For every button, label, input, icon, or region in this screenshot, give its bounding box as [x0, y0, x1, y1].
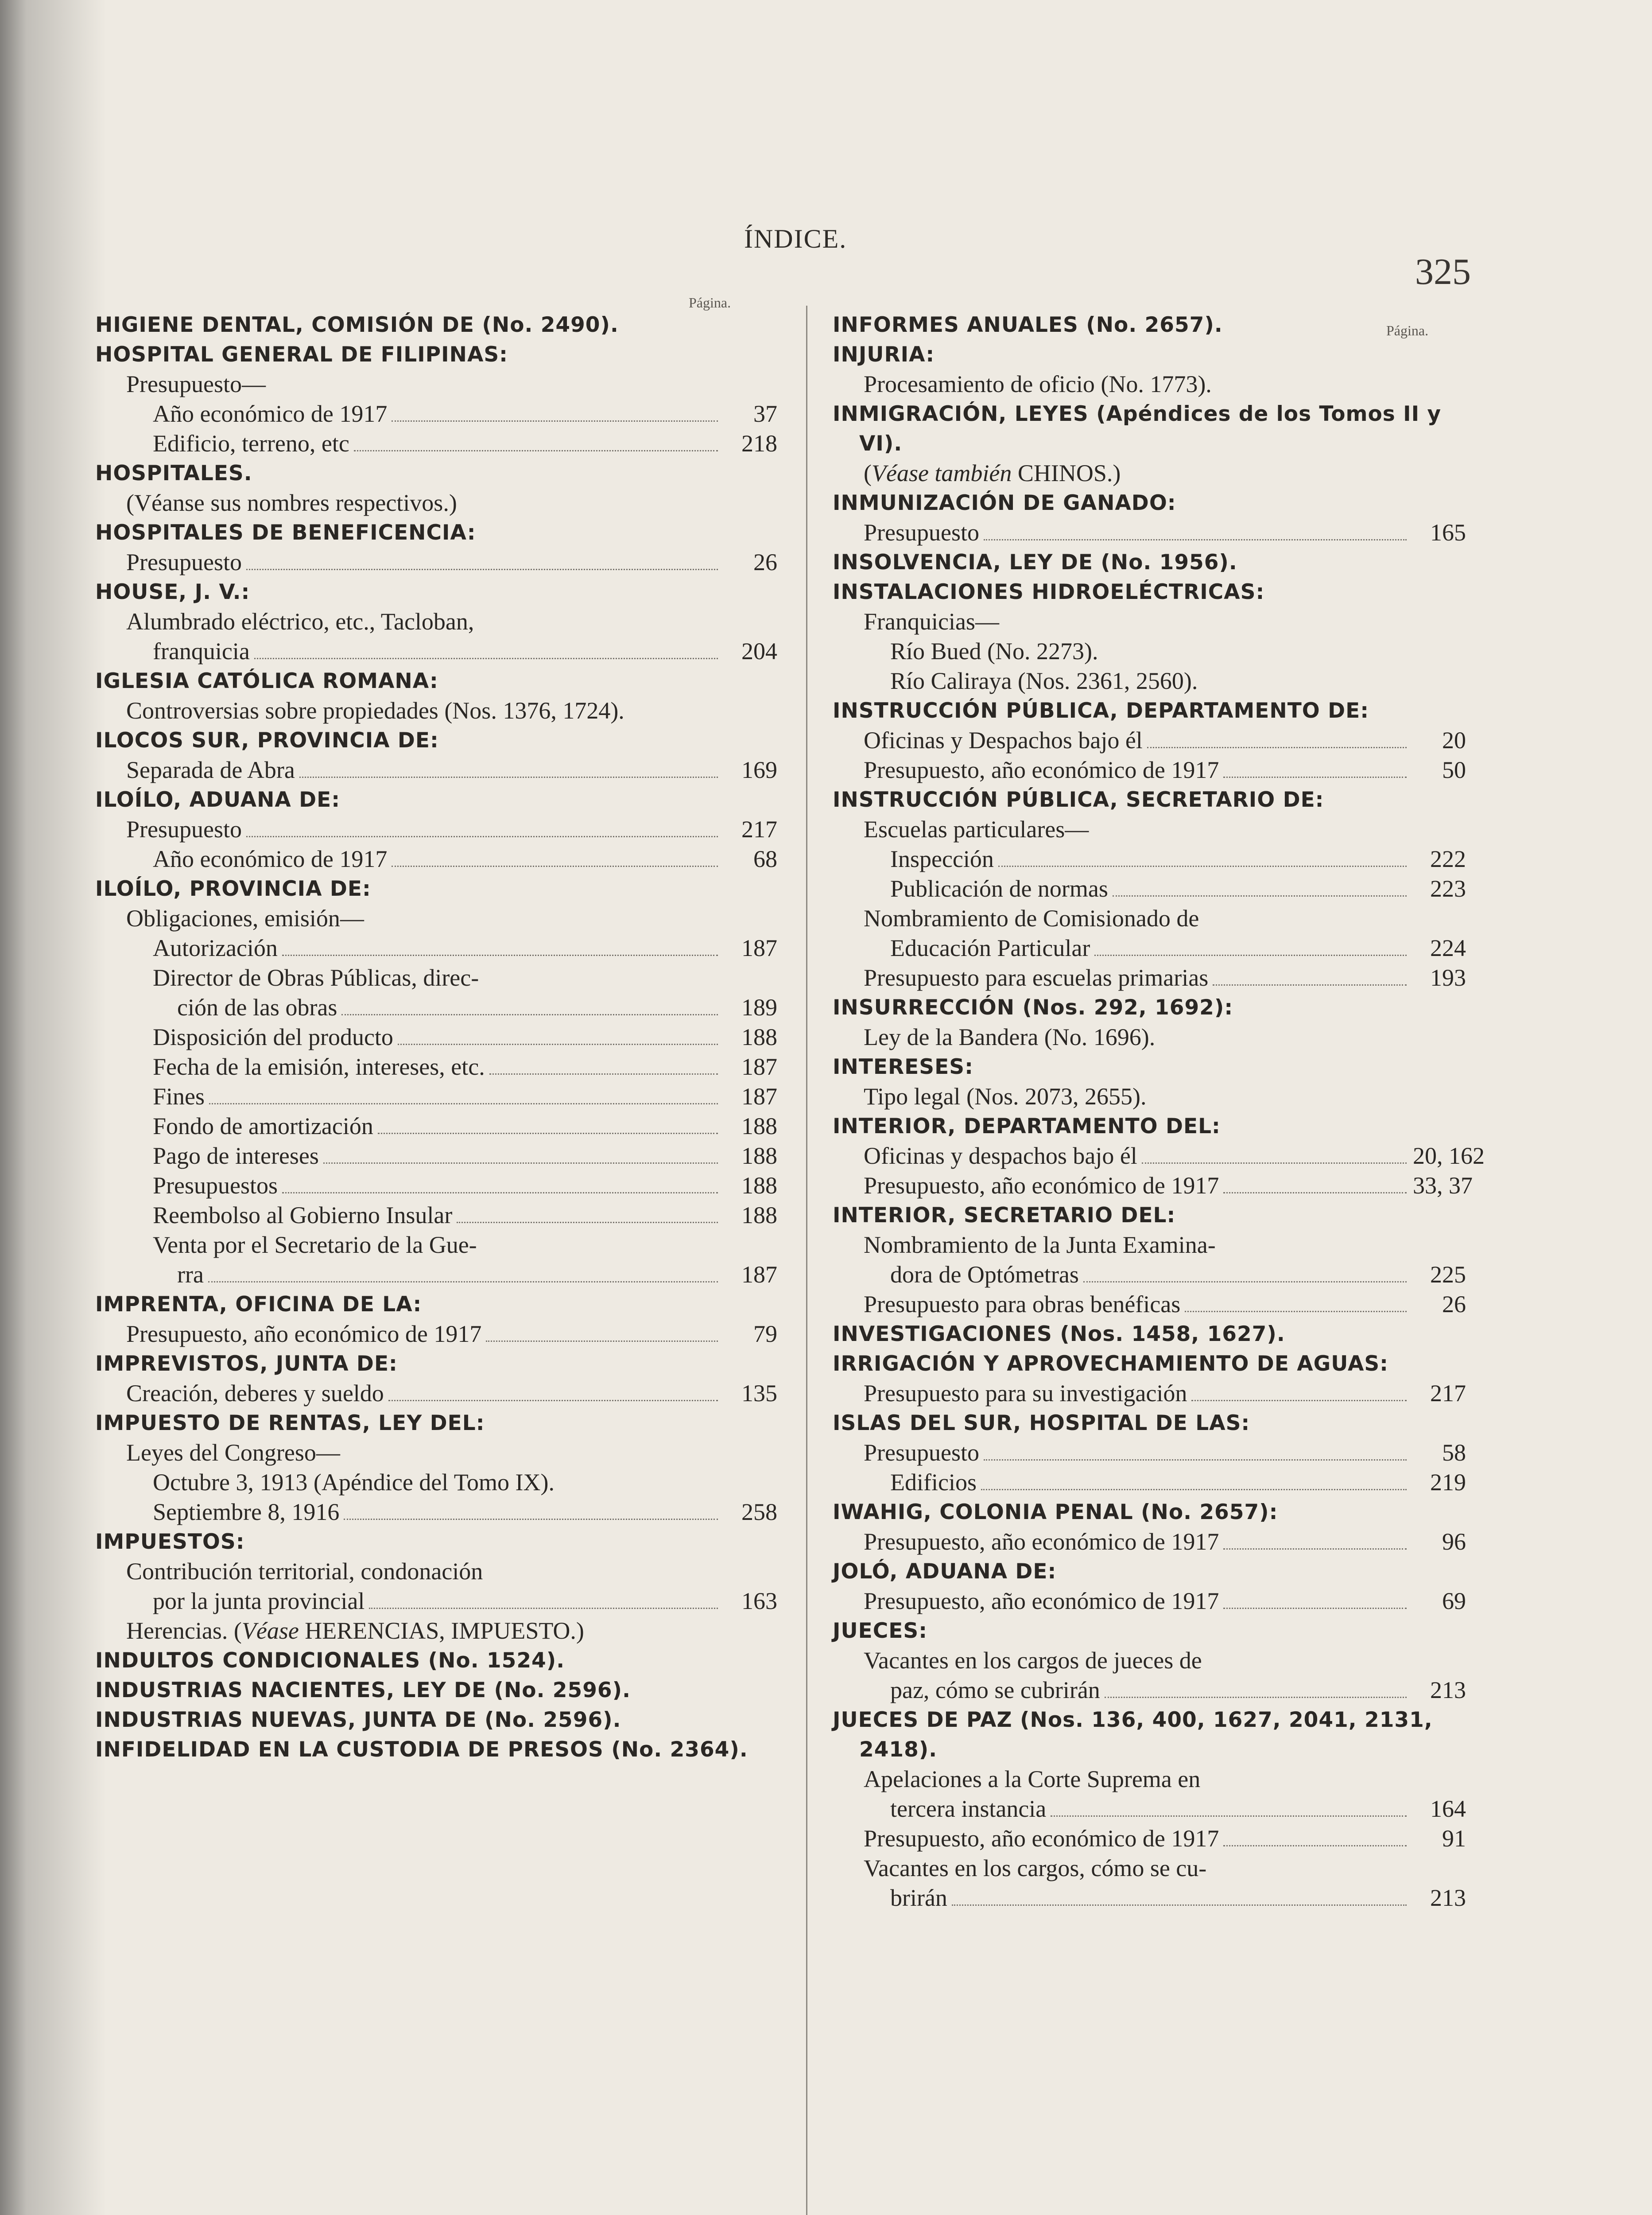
- index-line: Educación Particular 224: [833, 933, 1466, 963]
- index-subentry: Nombramiento de Comisionado de: [864, 905, 1199, 932]
- index-subentry: Herencias. (Véase HERENCIAS, IMPUESTO.): [126, 1617, 584, 1644]
- page-ref: 20, 162: [1413, 1142, 1485, 1169]
- index-heading: ILOÍLO, PROVINCIA DE:: [95, 877, 371, 901]
- index-heading: JOLÓ, ADUANA DE:: [833, 1559, 1057, 1584]
- page-ref: 189: [741, 994, 777, 1021]
- index-heading: INTERIOR, DEPARTAMENTO DEL:: [833, 1114, 1221, 1139]
- index-line: Presupuesto 217: [95, 815, 777, 844]
- index-line: Fines 187: [95, 1082, 777, 1111]
- index-heading: IMPUESTO DE RENTAS, LEY DEL:: [95, 1411, 485, 1435]
- index-subentry: Apelaciones a la Corte Suprema en: [864, 1766, 1201, 1792]
- index-line: Oficinas y despachos bajo él 20, 162: [833, 1141, 1466, 1171]
- index-heading: IMPUESTOS:: [95, 1530, 245, 1554]
- index-line: ción de las obras 189: [95, 993, 777, 1022]
- index-heading: INDULTOS CONDICIONALES (No. 1524).: [95, 1648, 565, 1673]
- page-ref: 188: [741, 1142, 777, 1169]
- page-ref: 135: [741, 1380, 777, 1407]
- index-line: Presupuestos 188: [95, 1171, 777, 1201]
- index-line: Publicación de normas 223: [833, 874, 1466, 904]
- page-ref: 26: [1442, 1291, 1466, 1317]
- page-ref: 223: [1430, 875, 1466, 902]
- column-label-right: Página.: [1386, 323, 1429, 338]
- page-ref: 258: [741, 1499, 777, 1525]
- index-subentry: Río Caliraya (Nos. 2361, 2560).: [890, 668, 1198, 694]
- index-column-right: [833, 310, 1485, 1913]
- index-heading: HIGIENE DENTAL, COMISIÓN DE (No. 2490).: [95, 313, 619, 337]
- index-line: paz, cómo se cubrirán 213: [833, 1675, 1466, 1705]
- page-ref: 188: [741, 1202, 777, 1228]
- index-heading: JUECES DE PAZ (Nos. 136, 400, 1627, 2041, 2131, 2418).: [833, 1708, 1433, 1762]
- index-subentry: Presupuesto—: [126, 371, 266, 397]
- index-line: tercera instancia 164: [833, 1794, 1466, 1824]
- index-heading: ISLAS DEL SUR, HOSPITAL DE LAS:: [833, 1411, 1250, 1435]
- index-heading: ILOÍLO, ADUANA DE:: [95, 788, 341, 812]
- index-line: Creación, deberes y sueldo 135: [95, 1379, 777, 1408]
- index-subentry: Tipo legal (Nos. 2073, 2655).: [864, 1083, 1147, 1110]
- page-ref: 96: [1442, 1528, 1466, 1555]
- index-line: Presupuesto 165: [833, 518, 1466, 548]
- index-heading: INSTALACIONES HIDROELÉCTRICAS:: [833, 580, 1265, 604]
- page-ref: 69: [1442, 1588, 1466, 1614]
- page-title: ÍNDICE.: [744, 224, 847, 253]
- index-line: Edificios 219: [833, 1468, 1466, 1497]
- page-ref: 58: [1442, 1439, 1466, 1466]
- index-subentry: (Véase también CHINOS.): [864, 460, 1121, 486]
- index-line: Presupuesto, año económico de 1917 96: [833, 1527, 1466, 1557]
- index-subentry: Contribución territorial, condonación: [126, 1558, 483, 1585]
- index-subentry: (Véanse sus nombres respectivos.): [126, 490, 457, 516]
- page-ref: 50: [1442, 757, 1466, 783]
- index-heading: INDUSTRIAS NACIENTES, LEY DE (No. 2596).: [95, 1678, 631, 1702]
- index-line: Separada de Abra 169: [95, 755, 777, 785]
- index-heading: INTERESES:: [833, 1055, 973, 1079]
- index-heading: INFIDELIDAD EN LA CUSTODIA DE PRESOS (No. 2364).: [95, 1737, 748, 1762]
- index-heading: INDUSTRIAS NUEVAS, JUNTA DE (No. 2596).: [95, 1708, 621, 1732]
- page-ref: 187: [741, 1053, 777, 1080]
- index-heading: IWAHIG, COLONIA PENAL (No. 2657):: [833, 1500, 1278, 1524]
- index-line: Reembolso al Gobierno Insular 188: [95, 1201, 777, 1230]
- index-heading: INSTRUCCIÓN PÚBLICA, SECRETARIO DE:: [833, 788, 1324, 812]
- index-line: Presupuesto 58: [833, 1438, 1466, 1468]
- index-heading: HOSPITAL GENERAL DE FILIPINAS:: [95, 342, 508, 367]
- page-ref: 188: [741, 1113, 777, 1139]
- page-ref: 91: [1442, 1825, 1466, 1852]
- page-ref: 187: [741, 1261, 777, 1288]
- index-subentry: Alumbrado eléctrico, etc., Tacloban,: [126, 608, 474, 635]
- page-ref: 224: [1430, 935, 1466, 961]
- column-label-left: Página.: [689, 295, 731, 311]
- index-heading: IMPREVISTOS, JUNTA DE:: [95, 1352, 398, 1376]
- page-ref: 213: [1430, 1677, 1466, 1703]
- index-heading: INSURRECCIÓN (Nos. 292, 1692):: [833, 995, 1233, 1020]
- index-heading: HOSPITALES.: [95, 461, 252, 486]
- index-subentry: Leyes del Congreso—: [126, 1439, 340, 1466]
- index-subentry: Ley de la Bandera (No. 1696).: [864, 1024, 1156, 1050]
- index-subentry: Controversias sobre propiedades (Nos. 1376, 1724).: [126, 697, 624, 724]
- page-ref: 218: [741, 430, 777, 457]
- index-subentry: Obligaciones, emisión—: [126, 905, 364, 932]
- index-line: Septiembre 8, 1916 258: [95, 1497, 777, 1527]
- index-subentry: Nombramiento de la Junta Examina-: [864, 1232, 1216, 1258]
- index-subentry: Franquicias—: [864, 608, 999, 635]
- index-subentry: Venta por el Secretario de la Gue-: [153, 1232, 477, 1258]
- index-line: Pago de intereses 188: [95, 1141, 777, 1171]
- index-line: brirán 213: [833, 1883, 1466, 1913]
- index-subentry: Procesamiento de oficio (No. 1773).: [864, 371, 1212, 397]
- page-ref: 213: [1430, 1885, 1466, 1911]
- index-heading: IRRIGACIÓN Y APROVECHAMIENTO DE AGUAS:: [833, 1352, 1388, 1376]
- page-ref: 222: [1430, 846, 1466, 872]
- index-heading: IGLESIA CATÓLICA ROMANA:: [95, 669, 438, 693]
- page-ref: 37: [753, 400, 777, 427]
- index-line: Presupuesto, año económico de 1917 50: [833, 755, 1466, 785]
- index-heading: HOSPITALES DE BENEFICENCIA:: [95, 521, 476, 545]
- page-ref: 33, 37: [1413, 1172, 1473, 1199]
- index-line: franquicia 204: [95, 637, 777, 666]
- index-line: Edificio, terreno, etc 218: [95, 429, 777, 459]
- page-ref: 225: [1430, 1261, 1466, 1288]
- page-ref: 217: [1430, 1380, 1466, 1407]
- page-ref: 204: [741, 638, 777, 664]
- index-line: Fondo de amortización 188: [95, 1111, 777, 1141]
- page-ref: 219: [1430, 1469, 1466, 1496]
- index-subentry: Director de Obras Públicas, direc-: [153, 964, 479, 991]
- index-subentry: Río Bued (No. 2273).: [890, 638, 1098, 664]
- index-heading: INJURIA:: [833, 342, 935, 367]
- index-line: Oficinas y Despachos bajo él 20: [833, 726, 1466, 755]
- page-ref: 164: [1430, 1795, 1466, 1822]
- page-ref: 217: [741, 816, 777, 843]
- page-ref: 188: [741, 1172, 777, 1199]
- index-line: dora de Optómetras 225: [833, 1260, 1466, 1290]
- index-subentry: Octubre 3, 1913 (Apéndice del Tomo IX).: [153, 1469, 555, 1496]
- page-ref: 188: [741, 1024, 777, 1050]
- page-ref: 165: [1430, 519, 1466, 546]
- index-heading: HOUSE, J. V.:: [95, 580, 250, 604]
- index-heading: INSTRUCCIÓN PÚBLICA, DEPARTAMENTO DE:: [833, 699, 1369, 723]
- index-line: Presupuesto, año económico de 1917 91: [833, 1824, 1466, 1854]
- index-line: Presupuesto, año económico de 1917 79: [95, 1319, 777, 1349]
- page-ref: 187: [741, 935, 777, 961]
- index-line: Inspección 222: [833, 844, 1466, 874]
- index-line: rra 187: [95, 1260, 777, 1290]
- index-line: Presupuesto, año económico de 1917 33, 37: [833, 1171, 1466, 1201]
- index-line: Año económico de 1917 68: [95, 844, 777, 874]
- page-ref: 163: [741, 1588, 777, 1614]
- index-line: Presupuesto, año económico de 1917 69: [833, 1586, 1466, 1616]
- page-ref: 20: [1442, 727, 1466, 754]
- page-ref: 68: [753, 846, 777, 872]
- index-line: Presupuesto 26: [95, 548, 777, 577]
- index-heading: INMUNIZACIÓN DE GANADO:: [833, 491, 1176, 515]
- index-line: Autorización 187: [95, 933, 777, 963]
- index-heading: INVESTIGACIONES (Nos. 1458, 1627).: [833, 1322, 1285, 1346]
- index-heading: INTERIOR, SECRETARIO DEL:: [833, 1203, 1176, 1228]
- page-ref: 79: [753, 1321, 777, 1347]
- index-heading: JUECES:: [833, 1619, 928, 1643]
- index-line: Presupuesto para obras benéficas 26: [833, 1290, 1466, 1319]
- index-heading: IMPRENTA, OFICINA DE LA:: [95, 1292, 422, 1317]
- index-line: Presupuesto para escuelas primarias 193: [833, 963, 1466, 993]
- page-ref: 26: [753, 549, 777, 575]
- page-number: 325: [1415, 251, 1471, 292]
- index-subentry: Vacantes en los cargos, cómo se cu-: [864, 1855, 1207, 1881]
- index-line: Presupuesto para su investigación 217: [833, 1379, 1466, 1408]
- page-ref: 169: [741, 757, 777, 783]
- index-heading: INSOLVENCIA, LEY DE (No. 1956).: [833, 550, 1237, 575]
- index-line: Fecha de la emisión, intereses, etc. 187: [95, 1052, 777, 1082]
- index-subentry: Escuelas particulares—: [864, 816, 1089, 843]
- column-divider: [806, 306, 807, 2215]
- index-heading: INFORMES ANUALES (No. 2657).: [833, 313, 1223, 337]
- page-ref: 193: [1430, 964, 1466, 991]
- index-line: Disposición del producto 188: [95, 1022, 777, 1052]
- index-heading: INMIGRACIÓN, LEYES (Apéndices de los Tomos II y VI).: [833, 402, 1442, 456]
- index-line: por la junta provincial 163: [95, 1586, 777, 1616]
- index-subentry: Vacantes en los cargos de jueces de: [864, 1647, 1202, 1674]
- index-heading: ILOCOS SUR, PROVINCIA DE:: [95, 728, 439, 753]
- index-line: Año económico de 1917 37: [95, 399, 777, 429]
- index-column-left: [95, 310, 777, 1764]
- page-ref: 187: [741, 1083, 777, 1110]
